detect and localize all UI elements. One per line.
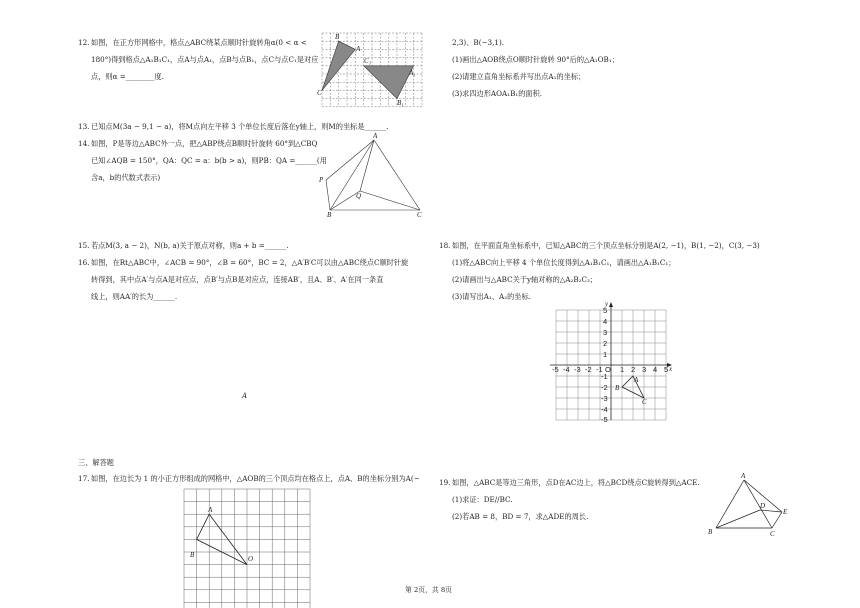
q12-label-c1: C₁	[364, 57, 372, 65]
q19-label-c: C	[770, 530, 775, 538]
q12-number: 12.	[78, 38, 90, 47]
page-footer: 第 2页，共 8页	[405, 586, 452, 594]
q13-number: 13.	[78, 122, 90, 131]
q14-label-c: C	[417, 211, 422, 219]
q14-line1: 如图，P是等边△ABC外一点，把△ABP绕点B顺时针旋转 60°到△CBQ	[91, 139, 318, 148]
q17-line1: 如图，在边长为 1 的小正方形组成的网格中，△AOB的三个顶点均在格点上，点A、B的坐标分别为A(−	[91, 474, 420, 483]
q18-label-b: B	[615, 384, 620, 392]
q14-line2: 已知∠AQB = 150°，QA：QC = a：b(b > a)，则PB：QA =______(用	[91, 156, 327, 165]
q18-xtick: -4	[563, 365, 570, 374]
q12-line1: 如图，在正方形网格中，格点△ABC绕某点顺时针旋转角α(0 < α <	[91, 38, 307, 47]
q17-continuation: 2,3)、B(−3,1).	[452, 38, 505, 47]
q18-ytick: 5	[603, 306, 608, 315]
section-heading: 三、解答题	[78, 458, 114, 467]
q12-line3: 点，则α =________度.	[91, 72, 164, 81]
q14-label-a: A	[373, 132, 378, 140]
q12-line2: 180°)得到格点△A₁B₁C₁，点A与点A₁，点B与点B₁，点C与点C₁是对应	[91, 55, 319, 64]
q19-line1: 如图，△ABC是等边三角形，点D在AC边上，将△BCD绕点C旋转得到△ACE.	[452, 478, 700, 487]
q14-line3: 含a，b的代数式表示)	[91, 173, 161, 182]
q18-xtick: -2	[585, 365, 592, 374]
q18-ytick: 2	[603, 339, 608, 348]
q18-ytick: -3	[601, 394, 608, 403]
q18-xtick: -5	[552, 365, 559, 374]
q19-label-b: B	[708, 528, 713, 536]
q18-part2: (2)请画出与△ABC关于y轴对称的△A₂B₂C₂；	[452, 275, 598, 284]
q12-label-a1: A₁	[409, 69, 416, 77]
q18-ytick: 4	[603, 317, 608, 326]
q18-ytick: -1	[601, 372, 608, 381]
q18-axis-y-label: y	[605, 300, 609, 308]
q18-part1: (1)将△ABC向上平移 4 个单位长度得到△A₁B₁C₁，请画出△A₁B₁C₁；	[452, 258, 676, 267]
q16-line2: 转得到，其中点A′与点A是对应点，点B′与点B是对应点，连接AB′，且A、B′、A′在同一条直	[91, 275, 384, 284]
q16-line3: 线上，则AA′的长为______.	[91, 292, 178, 301]
q12-label-b: C	[317, 89, 322, 97]
q18-xtick: -3	[574, 365, 581, 374]
q18-part3: (3)请写出A₁、A₂的坐标.	[452, 292, 531, 301]
q15-number: 15.	[78, 241, 90, 250]
q18-xtick: -1	[596, 365, 603, 374]
q19-part1: (1)求证：DE//BC.	[452, 495, 513, 504]
q18-ytick: -2	[601, 383, 608, 392]
q14-label-p: P	[319, 176, 324, 184]
q17-label-o: O	[248, 555, 254, 563]
q18-number: 18.	[439, 241, 451, 250]
q19-part2: (2)若AB = 8，BD = 7，求△ADE的周长.	[452, 512, 589, 521]
q17-label-a: A	[208, 506, 213, 514]
q18-xtick: 4	[653, 365, 658, 374]
q18-y-arrow	[609, 302, 613, 307]
q18-ytick: -5	[601, 415, 608, 424]
q19-label-d: D	[760, 502, 766, 510]
q18-xtick: 1	[620, 365, 625, 374]
q17-label-b: B	[190, 551, 195, 559]
q18-xtick: 2	[631, 365, 636, 374]
q17-grid-figure	[184, 489, 310, 608]
q14-number: 14.	[78, 139, 90, 148]
q12-label-a: B	[335, 33, 340, 41]
q17-number: 17.	[78, 474, 90, 483]
q18-xtick: 5	[664, 365, 669, 374]
q17-part2: (2)请建立直角坐标系并写出点A₁的坐标；	[452, 72, 586, 81]
q17-part1: (1)画出△AOB绕点O顺时针旋转 90°后的△A₁OB₁；	[452, 55, 619, 64]
q15-text: 若点M(3, a − 2)，N(b, a)关于原点对称，则a + b =______.	[91, 241, 289, 250]
q18-label-a: A	[634, 376, 639, 384]
q14-label-q: Q	[356, 192, 362, 200]
q14-label-b: B	[327, 211, 332, 219]
q18-ytick: 1	[603, 350, 608, 359]
q19-triangle-figure	[706, 472, 792, 538]
q13-text: 已知点M(3a − 9,1 − a)，将M点向左平移 3 个单位长度后落在y轴上，则M的坐标是______.	[91, 122, 389, 131]
q16-line1: 如图，在Rt△ABC中，∠ACB = 90°，∠B = 60°，BC = 2，△A′B′C可以由△ABC绕点C顺时针旋	[91, 258, 409, 267]
q19-label-e: E	[783, 508, 788, 516]
q12-label-c: A	[356, 45, 361, 53]
q14-triangle-figure	[318, 134, 428, 218]
q16-number: 16.	[78, 258, 90, 267]
q17-part3: (3)求四边形AOA₁B₁的面积.	[452, 89, 543, 98]
q18-origin-label: O	[605, 365, 611, 374]
q18-ytick: -4	[601, 405, 608, 414]
q12-label-b1: B₁	[397, 99, 404, 107]
q18-ytick: 3	[603, 328, 608, 337]
q12-grid-figure	[317, 33, 422, 107]
q18-line1: 如图，在平面直角坐标系中，已知△ABC的三个顶点坐标分别是A(2, −1)，B(1, −2)，C(3, −3)	[452, 241, 760, 250]
q18-axis-x-label: x	[669, 365, 673, 373]
q18-label-c: C	[642, 398, 647, 406]
q18-coordinate-grid	[548, 300, 674, 424]
q19-number: 19.	[439, 478, 451, 487]
q19-label-a: A	[741, 472, 746, 480]
q18-xtick: 3	[642, 365, 647, 374]
q16-figure-label: A	[242, 392, 248, 400]
